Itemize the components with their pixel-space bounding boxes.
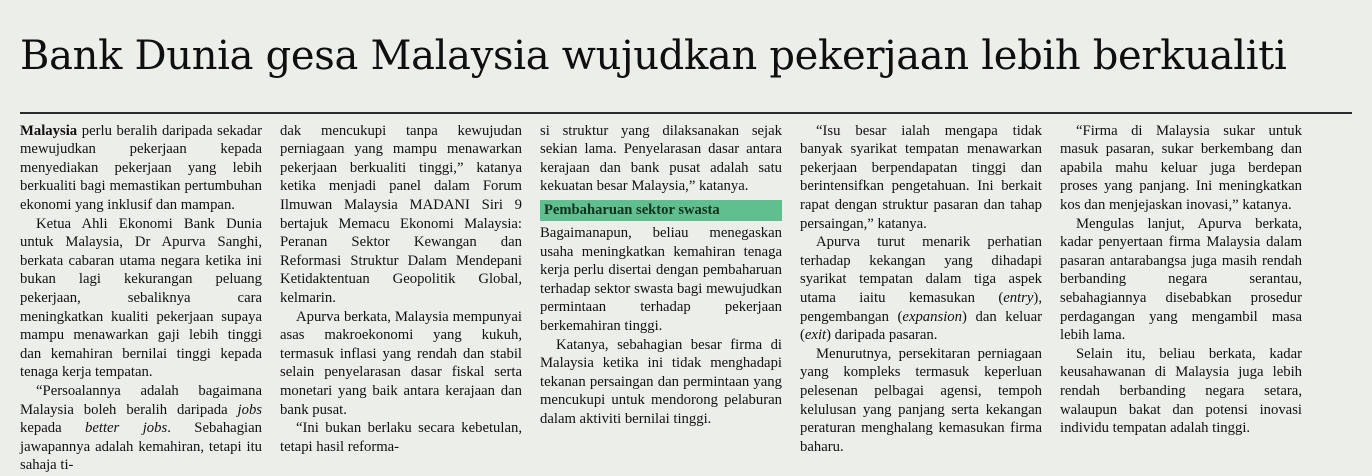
- paragraph: [20, 382, 262, 475]
- paragraph: “Firma di Malaysia sukar untuk masuk pasaran, sukar berkembang dan apabila mahu keluar juga berdepan proses yang panjang. Ini meningkatkan kos dan menjejaskan inovasi,” katanya.: [1060, 122, 1302, 213]
- paragraph-segment: ), pengembangan (: [800, 289, 1042, 325]
- paragraph-emphasis: exit: [804, 327, 827, 344]
- lead-keyword: Malaysia: [20, 122, 78, 139]
- article-column-1: [20, 122, 262, 475]
- article-column-3: [540, 122, 782, 429]
- paragraph: si struktur yang dilaksanakan sejak sekian lama. Penyelarasan dasar antara kerajaan dan bank pusat adalah satu kekuatan besar Malaysia,” katanya.: [540, 122, 782, 195]
- paragraph-segment: . Sebahagian jawapannya adalah kemahiran, tetapi itu sahaja ti-: [20, 420, 262, 474]
- paragraph: [800, 233, 1042, 345]
- paragraph-text: perlu beralih daripada sekadar mewujudkan pekerjaan kepada menyediakan pekerjaan yang lebih berkualiti bagi memastikan pertumbuhan ekonomi yang inklusif dan mampan.: [20, 122, 262, 213]
- page-title: Bank Dunia gesa Malaysia wujudkan pekerjaan lebih berkualiti: [20, 32, 1287, 79]
- paragraph-segment: ) dan keluar (: [800, 308, 1042, 344]
- paragraph: Menurutnya, persekitaran perniagaan yang kompleks termasuk keperluan pelesenan pelbagai agensi, tempoh kelulusan yang panjang serta kekangan peraturan menghalang kemasukan firma baharu.: [800, 345, 1042, 455]
- paragraph-segment: kepada: [20, 420, 86, 437]
- article-column-4: [800, 122, 1042, 457]
- paragraph: Katanya, sebahagian besar firma di Malaysia ketika ini tidak menghadapi tekanan persaingan dan permintaan yang mencukupi untuk mendorong pelaburan dalam aktiviti bernilai tinggi.: [540, 336, 782, 427]
- paragraph-emphasis: expansion: [902, 308, 962, 325]
- paragraph: dak mencukupi tanpa kewujudan perniagaan yang mampu menawarkan pekerjaan berkualiti tinggi,” katanya ketika menjadi panel dalam Forum Ilmuwan Malaysia MADANI Siri 9 bertajuk Memacu Ekonomi Malaysia: Peranan Sektor Kewangan dan Reformasi Struktur Dalam Mendepani Ketidaktentuan Geopolitik Global, kelmarin.: [280, 122, 522, 306]
- headline-divider: [20, 112, 1352, 114]
- paragraph: [20, 122, 262, 215]
- section-subheading: Pembaharuan sektor swasta: [540, 200, 782, 221]
- paragraph-emphasis: better jobs: [85, 420, 168, 437]
- paragraph: Selain itu, beliau berkata, kadar keusahawanan di Malaysia juga lebih rendah berbanding negara setara, walaupun bakat dan potensi inovasi individu tempatan adalah tinggi.: [1060, 345, 1302, 437]
- article-columns: [18, 122, 1354, 475]
- article-column-5: [1060, 122, 1302, 438]
- paragraph-emphasis: entry: [1003, 289, 1034, 306]
- paragraph: Bagaimanapun, beliau menegaskan usaha meningkatkan kemahiran tenaga kerja perlu disertai dengan pembaharuan terhadap sektor swasta bagi mewujudkan permintaan terhadap pekerjaan berkemahiran tinggi.: [540, 224, 782, 334]
- paragraph: Ketua Ahli Ekonomi Bank Dunia untuk Malaysia, Dr Apurva Sanghi, berkata cabaran utama negara ketika ini bukan lagi kekurangan peluang pekerjaan, sebaliknya cara meningkatkan kualiti pekerjaan supaya mampu menawarkan gaji lebih tinggi dan kemahiran bernilai tinggi kepada tenaga kerja tempatan.: [20, 215, 262, 381]
- paragraph-segment: ) daripada pasaran.: [826, 327, 938, 344]
- paragraph: Apurva berkata, Malaysia mempunyai asas makroekonomi yang kukuh, termasuk inflasi yang rendah dan stabil selain penyelarasan dasar fiskal serta monetari yang baik antara kerajaan dan bank pusat.: [280, 308, 522, 418]
- paragraph-segment: Apurva turut menarik perhatian terhadap kekangan yang dihadapi syarikat tempatan dalam tiga aspek utama iaitu kemasukan (: [800, 234, 1042, 306]
- paragraph: “Ini bukan berlaku secara kebetulan, tetapi hasil reforma-: [280, 420, 522, 455]
- paragraph: Mengulas lanjut, Apurva berkata, kadar penyertaan firma Malaysia dalam pasaran antarabangsa juga masih rendah berbanding negara serantau, sebahagiannya disebabkan prosedur perdagangan yang mengambil masa lebih lama.: [1060, 215, 1302, 344]
- paragraph: “Isu besar ialah mengapa tidak banyak syarikat tempatan menawarkan pekerjaan berpendapatan tinggi dan berintensifkan pengetahuan. Ini berkait rapat dengan struktur pasaran dan tahap persaingan,” katanya.: [800, 122, 1042, 232]
- article-column-2: [280, 122, 522, 457]
- paragraph-emphasis: jobs: [237, 401, 262, 418]
- paragraph-segment: “Persoalannya adalah bagaimana Malaysia boleh beralih daripada: [20, 382, 262, 418]
